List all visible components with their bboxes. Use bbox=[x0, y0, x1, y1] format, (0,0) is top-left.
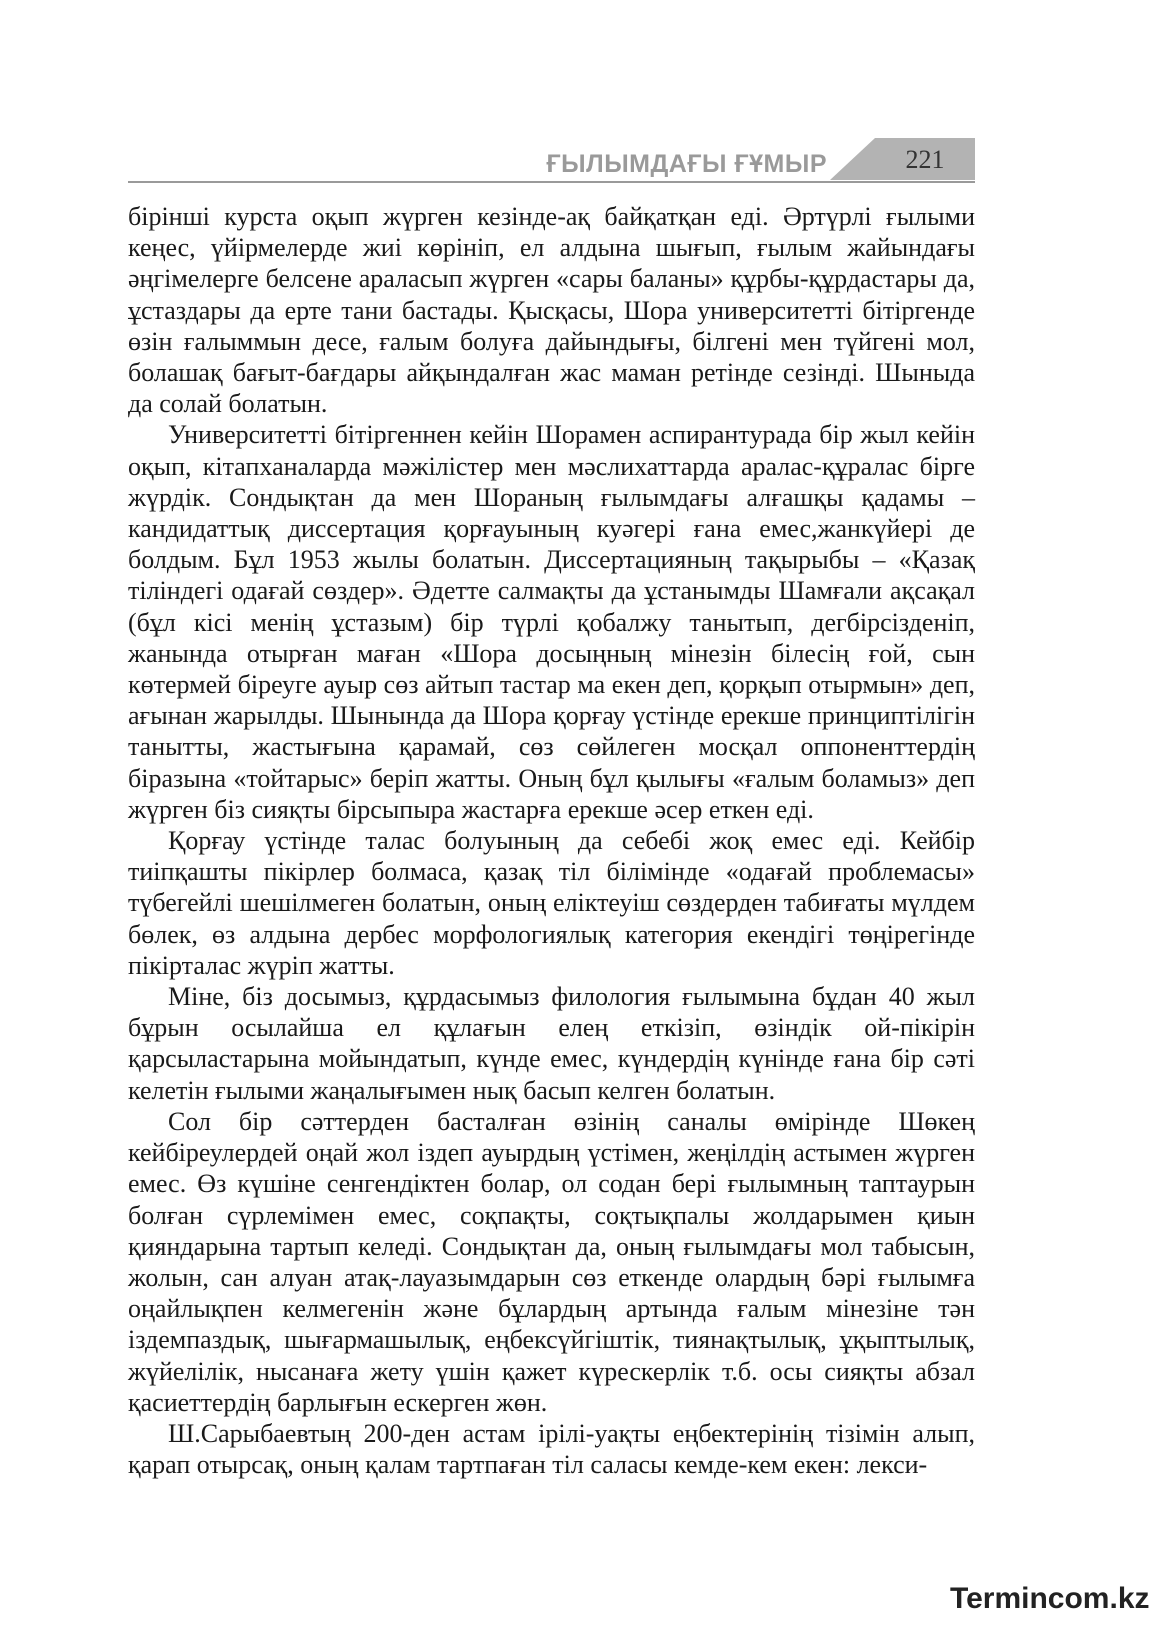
paragraph-2: Университетті бітіргеннен кейін Шорамен аспирантурада бір жыл кейін оқып, кітапханаларда мәжілістер мен мәслихаттарда аралас-құралас бірге жүрдік. Сондықтан да мен Шораның ғылымдағы алғашқы қадамы – кандидаттық диссертация қорғауының куәгері ғана емес,жанкүйері де болдым. Бұл 1953 жылы болатын. Диссертацияның тақырыбы – «Қазақ тіліндегі одағай сөздер». Әдетте салмақты да ұстанымды Шамғали ақсақал (бұл кісі менің ұстазым) бір түрлі қобалжу танытып, дегбірсізденіп, жанында отырған маған «Шора досыңның мінезін білесің ғой, сын көтермей біреуге ауыр сөз айтып тастар ма екен деп, қорқып отырмын» деп, ағынан жарылды. Шынында да Шора қорғау үстінде ерекше принциптілігін танытты, жастығына қарамай, сөз сөйлеген мосқал оппоненттердің біразына «тойтарыс» беріп жатты. Оның бұл қылығы «ғалым боламыз» деп жүрген біз сияқты бірсыпыра жастарға ерекше әсер еткен еді. bbox=[128, 420, 975, 824]
paragraph-5: Сол бір сәттерден басталған өзінің саналы өмірінде Шөкең кейбіреулердей оңай жол іздеп ауырдың үстімен, жеңілдің астымен жүрген емес. Өз күшіне сенгендіктен болар, ол содан бері ғылымның таптаурын болған сүрлемімен емес, соқпақты, соқтықпалы жолдарымен қиын қияндарына тартып келеді. Сондықтан да, оның ғылымдағы мол табысын, жолын, сан алуан атақ-лауазымдарын сөз еткенде олардың бәрі ғылымға оңайлықпен келмегенін және бұлардың артында ғалым мінезіне тән іздемпаздық, шығармашылық, еңбексүйгіштік, тиянақтылық, ұқыптылық, жүйелілік, нысанаға жету үшін қажет күрескерлік т.б. осы сияқты абзал қасиеттердің барлығын ескерген жөн. bbox=[128, 1106, 975, 1417]
termincom-logo: Termincom.kz bbox=[950, 1582, 1150, 1615]
page-number: 221 bbox=[905, 145, 945, 174]
body-text bbox=[128, 201, 975, 1480]
paragraph-1: бірінші курста оқып жүрген кезінде-ақ байқатқан еді. Әртүрлі ғылыми кеңес, үйірмелерде жиі көрініп, ел алдына шығып, ғылым жайындағы әңгімелерге белсене араласып жүрген «сары баланы» құрбы-құрдастары да, ұстаздары да ерте тани бастады. Қысқасы, Шора университетті бітіргенде өзін ғалыммын десе, ғалым болуға дайындығы, білгені мен түйгені мол, болашақ бағыт-бағдары айқындалған жас маман ретінде сезінді. Шыныда да солай болатын. bbox=[128, 202, 975, 419]
running-header bbox=[128, 138, 975, 186]
paragraph-4: Міне, біз досымыз, құрдасымыз филология ғылымына бұдан 40 жыл бұрын осылайша ел құлағын елең еткізіп, өзіндік ой-пікірін қарсыластарына мойындатып, күнде емес, күндердің күнінде ғана бір сәті келетін ғылыми жаңалығымен нық басып келген болатын. bbox=[128, 982, 975, 1105]
running-header-title: ҒЫЛЫМДАҒЫ ҒҰМЫР bbox=[546, 150, 827, 178]
paragraph-3: Қорғау үстінде талас болуының да себебі жоқ емес еді. Кейбір тиіпқашты пікірлер болмаса, қазақ тіл білімінде «одағай проблемасы» түбегейлі шешілмеген болатын, оның еліктеуіш сөздерден табиғаты мүлдем бөлек, өз алдына дербес морфологиялық категория екендігі төңірегінде пікірталас жүріп жатты. bbox=[128, 826, 975, 980]
paragraph-6: Ш.Сарыбаевтың 200-ден астам ірілі-уақты еңбектерінің тізімін алып, қарап отырсақ, оның қалам тартпаған тіл саласы кемде-кем екен: лекси- bbox=[128, 1418, 975, 1480]
header-rule bbox=[128, 181, 975, 183]
